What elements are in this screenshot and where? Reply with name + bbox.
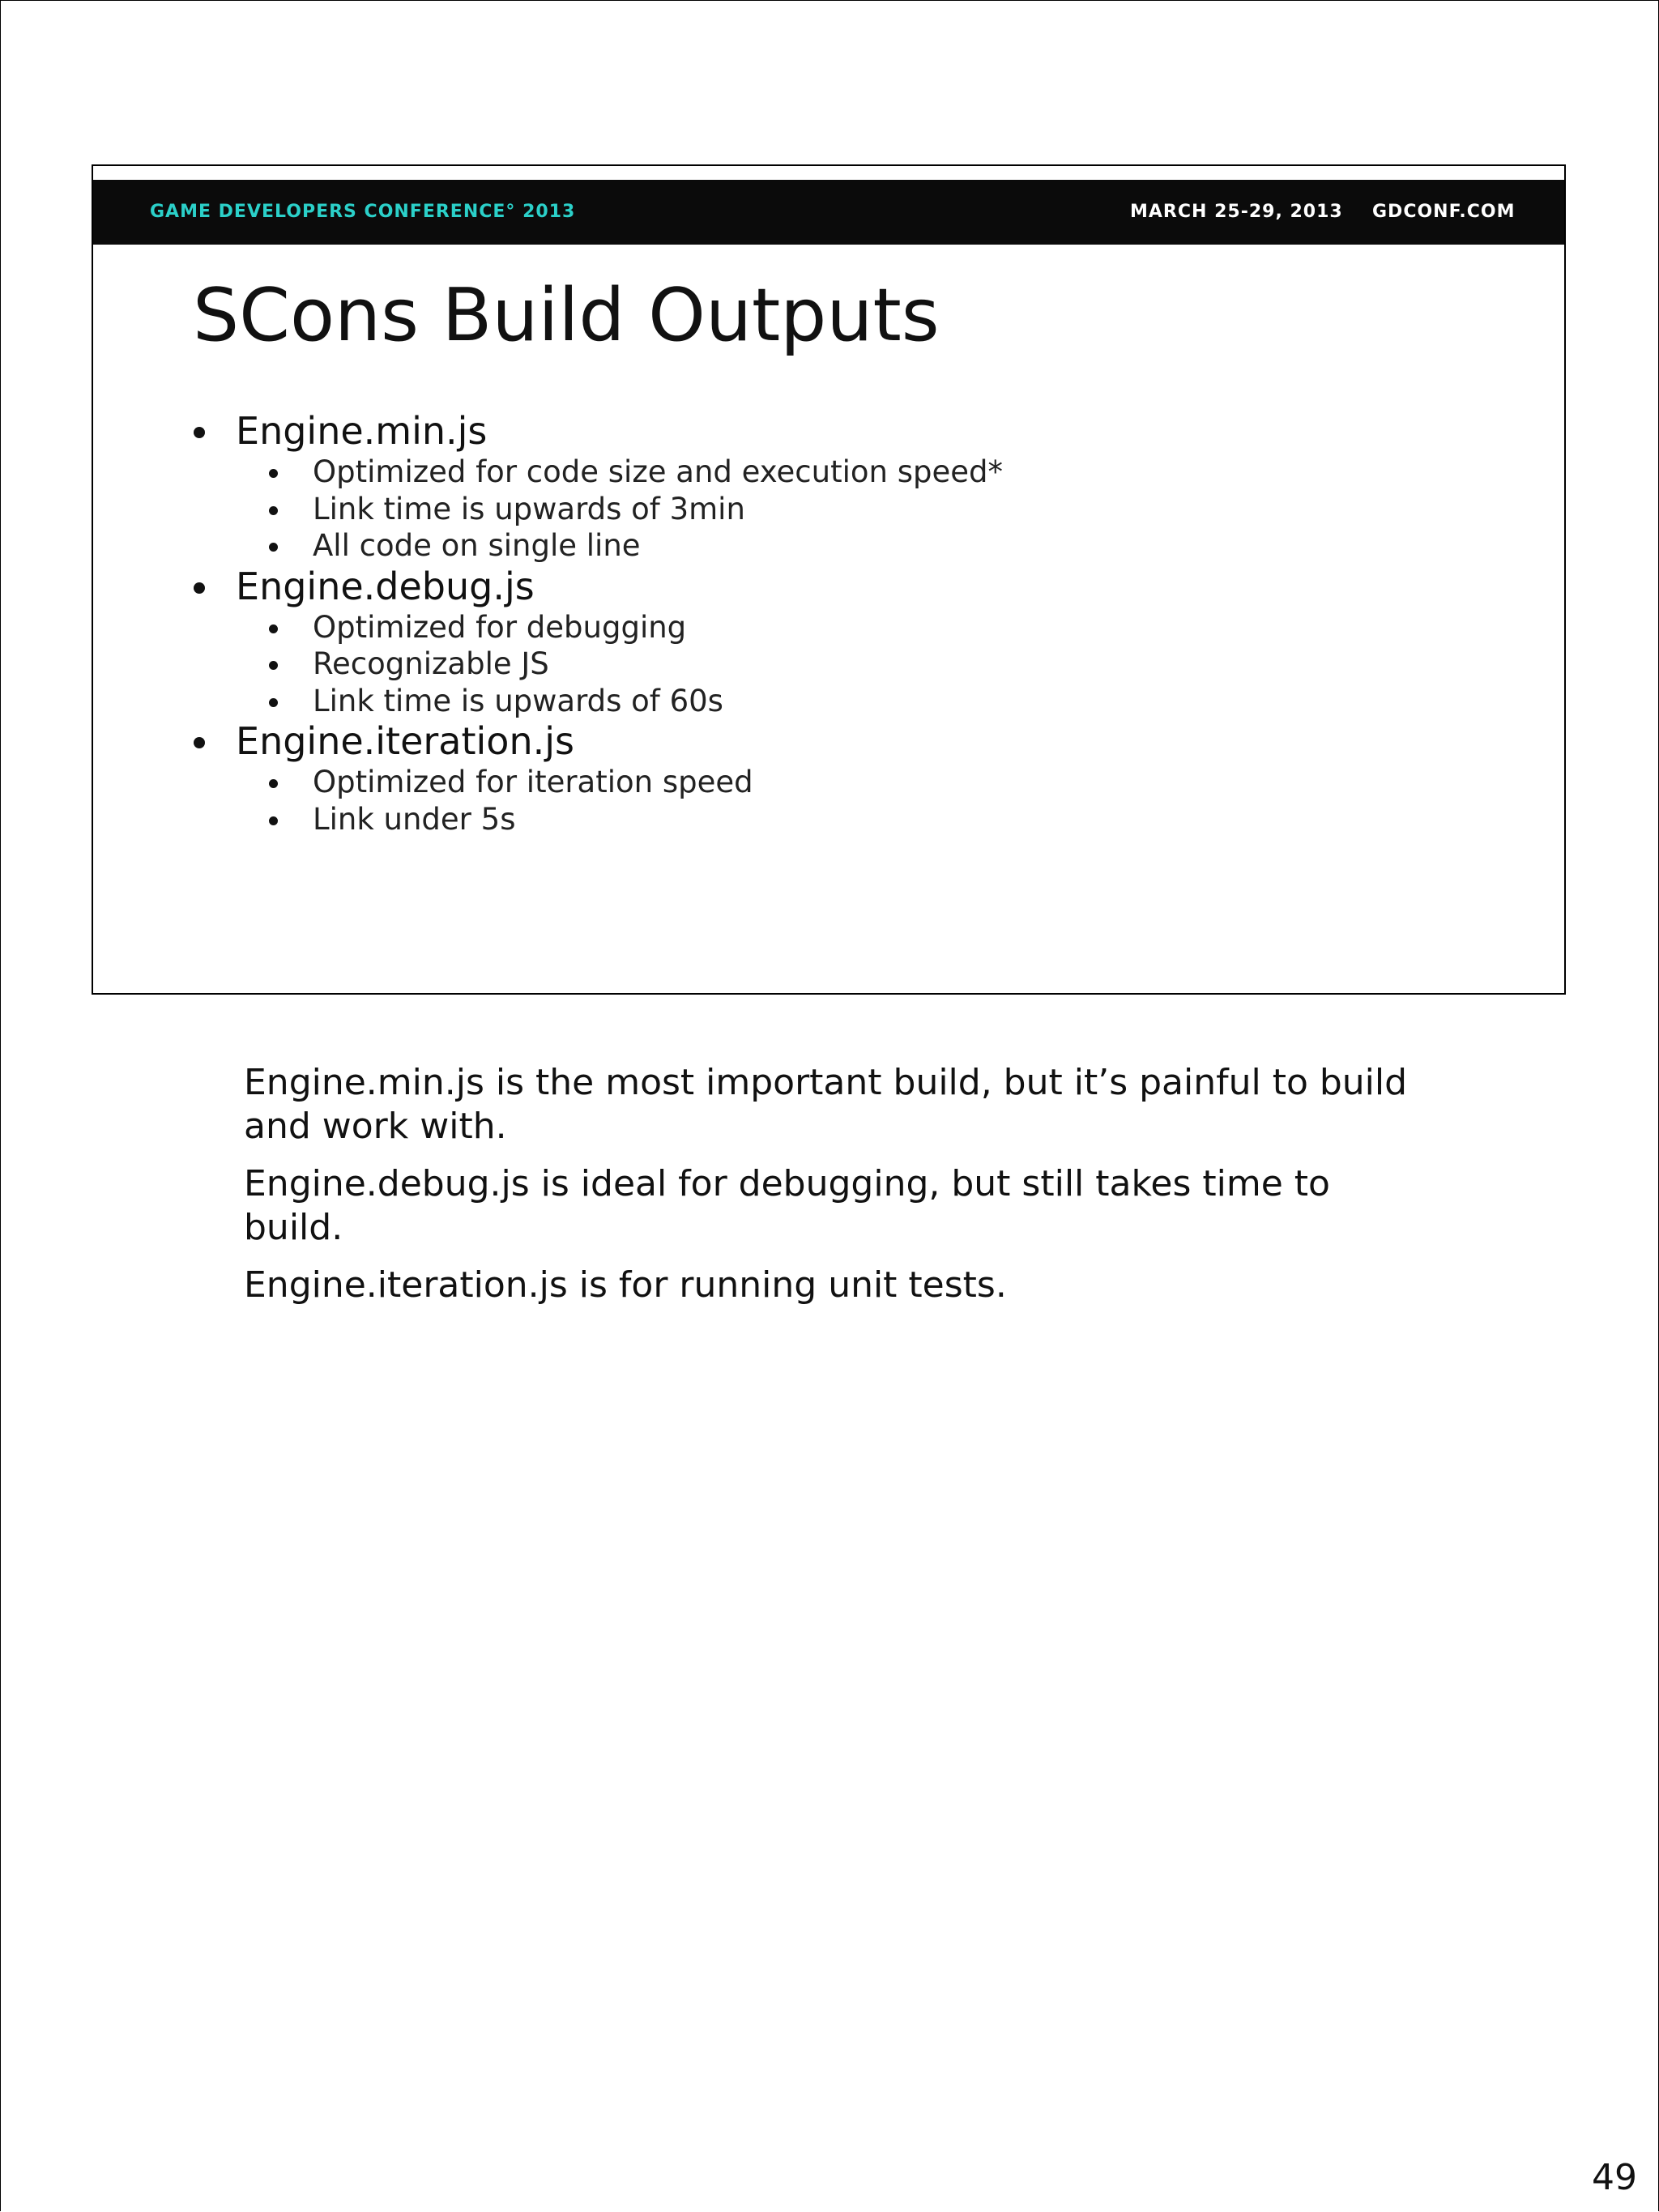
sub-bullet-dot-icon	[269, 816, 278, 825]
sub-bullet-label: Optimized for iteration speed	[313, 765, 753, 799]
sub-bullet-label: Link under 5s	[313, 801, 516, 837]
sub-bullet-item	[190, 527, 1486, 565]
note-paragraph: Engine.min.js is the most important build, but it’s painful to build and work with.	[244, 1062, 1408, 1147]
conference-website: GDCONF.COM	[1372, 202, 1516, 222]
sub-bullet-item	[190, 764, 1486, 801]
slide-header-bar	[93, 180, 1564, 245]
slide-top-strip	[93, 166, 1564, 180]
sub-bullet-item	[190, 683, 1486, 720]
sub-bullet-label: Link time is upwards of 60s	[313, 683, 723, 718]
sub-bullet-item	[190, 491, 1486, 528]
bullet-dot-icon	[194, 427, 205, 438]
sub-bullet-dot-icon	[269, 661, 278, 670]
sub-bullet-item	[190, 454, 1486, 491]
sub-bullet-label: Recognizable JS	[313, 646, 549, 681]
speaker-notes	[244, 1061, 1435, 1321]
bullet-label: Engine.iteration.js	[236, 719, 574, 763]
conference-name: GAME DEVELOPERS CONFERENCE° 2013	[150, 202, 576, 222]
conference-dates: MARCH 25-29, 2013	[1130, 202, 1343, 222]
sub-bullet-dot-icon	[269, 624, 278, 633]
sub-bullet-item	[190, 646, 1486, 683]
sub-bullet-item	[190, 609, 1486, 646]
slide-thumbnail	[92, 164, 1566, 995]
sub-bullet-dot-icon	[269, 779, 278, 788]
sub-bullet-item	[190, 801, 1486, 838]
note-paragraph: Engine.iteration.js is for running unit tests.	[244, 1264, 1007, 1306]
bullet-dot-icon	[194, 737, 205, 748]
bullet-dot-icon	[194, 582, 205, 594]
bullet-item	[190, 409, 1486, 454]
bullet-item	[190, 719, 1486, 764]
sub-bullet-dot-icon	[269, 698, 278, 707]
sub-bullet-dot-icon	[269, 506, 278, 515]
bullet-item	[190, 565, 1486, 609]
note-paragraph: Engine.debug.js is ideal for debugging, but still takes time to build.	[244, 1163, 1330, 1248]
sub-bullet-label: Optimized for debugging	[313, 609, 687, 645]
sub-bullet-label: Link time is upwards of 3min	[313, 491, 745, 526]
slide-title: SCons Build Outputs	[193, 273, 940, 358]
sub-bullet-label: All code on single line	[313, 528, 641, 563]
sub-bullet-label: Optimized for code size and execution speed*	[313, 454, 1003, 489]
page-number: 49	[1592, 2157, 1637, 2198]
bullet-label: Engine.min.js	[236, 409, 488, 453]
slide-bullet-list	[190, 409, 1486, 837]
sub-bullet-dot-icon	[269, 543, 278, 552]
bullet-label: Engine.debug.js	[236, 564, 535, 608]
sub-bullet-dot-icon	[269, 469, 278, 478]
